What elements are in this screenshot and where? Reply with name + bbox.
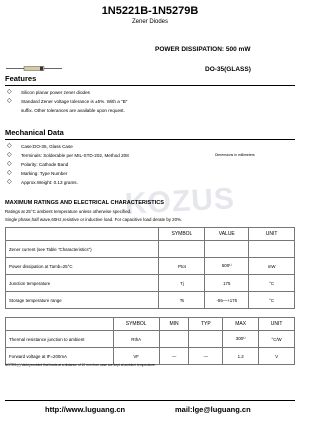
table-row: Storage temperature range Ts -55—+175 °C [6,292,295,309]
features-list [5,88,127,115]
list-item: ◇ Marking: Type Number [7,170,68,176]
diamond-bullet-icon: ◇ [7,161,12,167]
diamond-bullet-icon: ◇ [7,152,12,158]
table-row: Junction temperature Tj 175 °C [6,275,295,292]
power-dissipation: POWER DISSIPATION: 500 mW [155,46,251,53]
table-row: Thermal resistance junction to ambient RthA 300¹⁾ °C/W [6,331,295,348]
section-divider [5,139,295,140]
ratings-note: Ratings at 25°C ambient temperature unless otherwise specified. [5,209,132,214]
footer-divider [5,400,295,401]
ratings-heading: MAXIMUM RATINGS AND ELECTRICAL CHARACTERISTICS [5,200,165,206]
column-header: SYMBOL [159,228,205,241]
dimensions-note: Dimensions in millimeters [215,153,255,157]
document-subtitle: Zener Diodes [131,19,169,25]
list-item: suffix. Other tolerances are available upon request. [21,108,125,113]
mechanical-list [5,142,129,187]
table-header-row [6,318,295,331]
ratings-table [5,227,295,309]
list-item: ◇ Polarity: Cathode Band [7,161,69,167]
features-heading: Features [5,74,37,83]
document-title: 1N5221B-1N5279B [101,5,199,17]
diode-graphic [6,66,62,71]
thermal-table [5,317,295,365]
list-item: ◇ Approx.Weight: 0.13 grams. [7,179,78,185]
diamond-bullet-icon: ◇ [7,98,12,104]
watermark: KOZUS [124,182,236,221]
email-link[interactable]: mail:lge@luguang.cn [175,405,251,414]
table-row: Power dissipation at Tamb=25°C Ptot 500¹⁾ mW [6,258,295,275]
column-header: MIN [159,318,189,331]
column-header: MAX [223,318,259,331]
column-header: VALUE [205,228,249,241]
list-item: ◇ Case:DO-35, Glass Case [7,143,73,149]
table-header-row [6,228,295,241]
mechanical-heading: Mechanical Data [5,128,64,137]
table-row: Forward voltage at IF=200mA VF — — 1.2 V [6,348,295,365]
column-header: SYMBOL [113,318,159,331]
column-header: UNIT [249,228,295,241]
column-header: TYP [189,318,223,331]
diamond-bullet-icon: ◇ [7,170,12,176]
column-header: UNIT [259,318,295,331]
section-divider [5,85,295,86]
table-row: Zener current (see Table "Characteristics") [6,241,295,258]
diamond-bullet-icon: ◇ [7,89,12,95]
ratings-note: Single phase,half wave,60Hz,resistive or inductive load. For capacitive load derate by 20%. [5,217,183,222]
footnote: NOTES:(¹) Valid provided that leads at a distance of 10 mm from case are kept at ambient temperature. [5,363,156,367]
website-link[interactable]: http://www.luguang.cn [45,405,126,414]
list-item: ◇ Silicon planar power zener diodes [7,89,90,95]
diamond-bullet-icon: ◇ [7,179,12,185]
package-type: DO-35(GLASS) [205,66,251,73]
list-item: ◇ Standard Zener voltage tolerance is ±5%. With a "B" [7,98,128,104]
list-item: ◇ Terminals: Solderable per MIL-STD-202, Method 208 [7,152,129,158]
diamond-bullet-icon: ◇ [7,143,12,149]
